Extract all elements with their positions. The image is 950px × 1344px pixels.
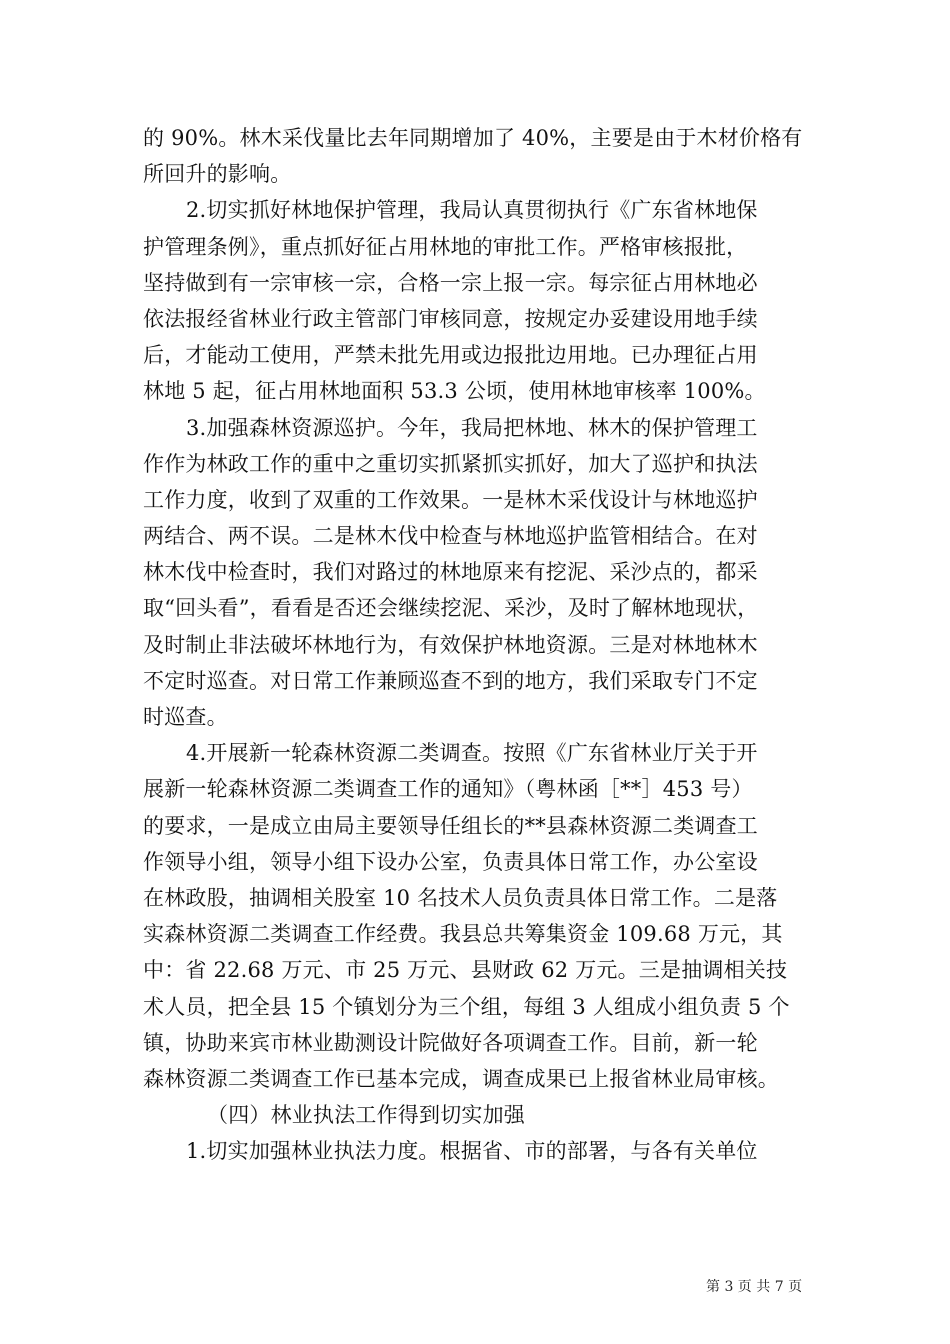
text-line: 取“回头看”，看看是否还会继续挖泥、采沙，及时了解林地现状， [143, 596, 759, 621]
text-line: 的要求，一是成立由局主要领导任组长的**县森林资源二类调查工 [143, 813, 758, 838]
text-line: 两结合、两不误。二是林木伐中检查与林地巡护监管相结合。在对 [143, 524, 758, 549]
text-line: 实森林资源二类调查工作经费。我县总共筹集资金 109.68 万元，其 [143, 922, 783, 947]
paragraph-start-line: 3.加强森林资源巡护。今年，我局把林地、林木的保护管理工 [186, 415, 758, 440]
text-line: 不定时巡查。对日常工作兼顾巡查不到的地方，我们采取专门不定 [143, 668, 758, 693]
text-line: 林地 5 起，征占用林地面积 53.3 公顷，使用林地审核率 100%。 [143, 379, 766, 404]
text-line: 作作为林政工作的重中之重切实抓紧抓实抓好，加大了巡护和执法 [143, 451, 758, 476]
text-line: 及时制止非法破坏林地行为，有效保护林地资源。三是对林地林木 [143, 632, 758, 657]
text-line: 术人员，把全县 15 个镇划分为三个组，每组 3 人组成小组负责 5 个 [143, 994, 790, 1019]
text-line: 护管理条例》，重点抓好征占用林地的审批工作。严格审核报批， [143, 234, 748, 259]
document-body [143, 120, 823, 1169]
section-heading: （四）林业执法工作得到切实加强 [207, 1103, 525, 1128]
paragraph-start-line: 2.切实抓好林地保护管理，我局认真贯彻执行《广东省林地保 [186, 198, 758, 223]
paragraph-start-line: 4.开展新一轮森林资源二类调查。按照《广东省林业厅关于开 [186, 741, 758, 766]
text-line: 镇，协助来宾市林业勘测设计院做好各项调查工作。目前，新一轮 [143, 1030, 758, 1055]
text-line: 所回升的影响。 [143, 162, 292, 187]
text-line: 工作力度，收到了双重的工作效果。一是林木采伐设计与林地巡护 [143, 487, 758, 512]
text-line: 后，才能动工使用，严禁未批先用或边报批边用地。已办理征占用 [143, 343, 758, 368]
paragraph-start-line: 1.切实加强林业执法力度。根据省、市的部署，与各有关单位 [186, 1139, 758, 1164]
text-line: 中：省 22.68 万元、市 25 万元、县财政 62 万元。三是抽调相关技 [143, 958, 788, 983]
text-line: 展新一轮森林资源二类调查工作的通知》（粤林函［**］453 号） [143, 777, 753, 802]
text-line: 的 90%。林木采伐量比去年同期增加了 40%，主要是由于木材价格有 [143, 126, 803, 150]
page-number-footer: 第 3 页 共 7 页 [706, 1279, 803, 1295]
text-line: 坚持做到有一宗审核一宗，合格一宗上报一宗。每宗征占用林地必 [143, 270, 758, 295]
text-line: 作领导小组，领导小组下设办公室，负责具体日常工作，办公室设 [143, 849, 758, 874]
text-line: 依法报经省林业行政主管部门审核同意，按规定办妥建设用地手续 [143, 306, 758, 331]
text-line: 时巡查。 [143, 705, 228, 729]
text-line: 森林资源二类调查工作已基本完成，调查成果已上报省林业局审核。 [143, 1066, 779, 1091]
text-line: 在林政股，抽调相关股室 10 名技术人员负责具体日常工作。二是落 [143, 885, 778, 910]
text-line: 林木伐中检查时，我们对路过的林地原来有挖泥、采沙点的，都采 [143, 560, 758, 585]
